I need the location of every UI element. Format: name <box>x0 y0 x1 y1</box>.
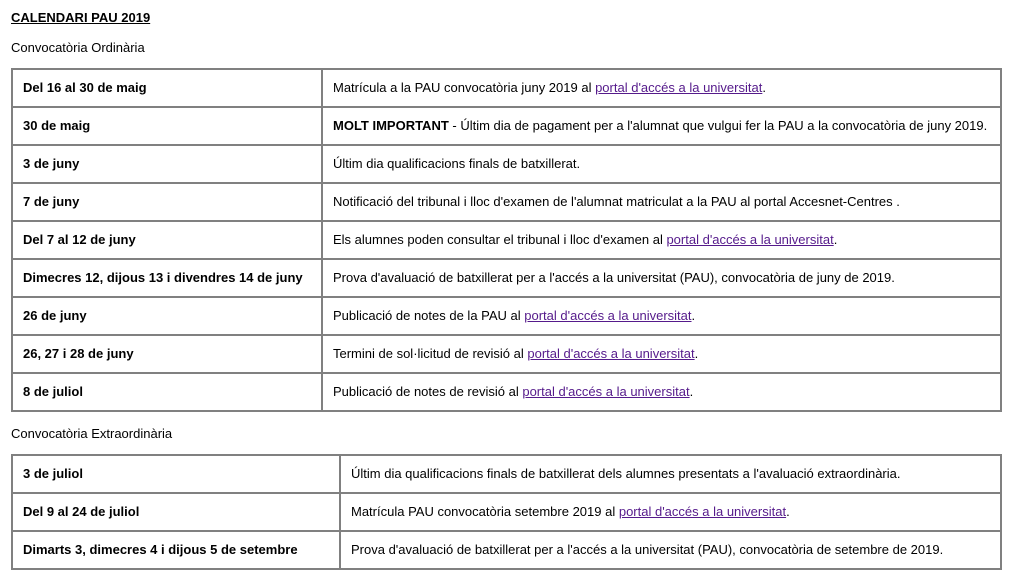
extraordinary-table-body <box>12 455 1001 569</box>
table-row <box>12 493 1001 531</box>
description-cell <box>340 493 1001 531</box>
date-cell: 8 de juliol <box>12 373 322 411</box>
portal-link[interactable]: portal d'accés a la universitat <box>666 232 834 247</box>
date-cell: Del 9 al 24 de juliol <box>12 493 340 531</box>
table-row <box>12 335 1001 373</box>
description-text: Matrícula a la PAU convocatòria juny 2019 al <box>333 80 596 95</box>
description-text: Notificació del tribunal i lloc d'examen de l'alumnat matriculat a la PAU al portal Accesnet-Centres . <box>333 194 900 209</box>
date-cell: 3 de juny <box>12 145 322 183</box>
description-cell <box>322 335 1001 373</box>
description-cell <box>322 259 1001 297</box>
description-cell <box>322 221 1001 259</box>
description-suffix: . <box>762 80 766 95</box>
date-cell: 7 de juny <box>12 183 322 221</box>
description-suffix: . <box>833 232 838 247</box>
table-row <box>12 373 1001 411</box>
description-text: Prova d'avaluació de batxillerat per a l'accés a la universitat (PAU), convocatòria de juny de 2019. <box>333 270 895 285</box>
page-title: CALENDARI PAU 2019 <box>11 10 151 25</box>
table-row <box>12 455 1001 493</box>
description-text: Termini de sol·licitud de revisió al <box>333 346 528 361</box>
description-text: Els alumnes poden consultar el tribunal i lloc d'examen al <box>333 232 667 247</box>
important-label: MOLT IMPORTANT <box>333 118 449 133</box>
description-text: Matrícula PAU convocatòria setembre 2019 al <box>351 504 619 519</box>
description-cell <box>322 107 1001 145</box>
portal-link[interactable]: portal d'accés a la universitat <box>522 384 690 399</box>
ordinary-table-body <box>12 69 1001 411</box>
description-suffix: . <box>689 384 694 399</box>
portal-link[interactable]: portal d'accés a la universitat <box>524 308 692 323</box>
table-row <box>12 297 1001 335</box>
description-text: Publicació de notes de revisió al <box>333 384 523 399</box>
description-suffix: . <box>786 504 790 519</box>
extraordinary-heading: Convocatòria Extraordinària <box>11 426 173 441</box>
table-row <box>12 69 1001 107</box>
description-suffix: . <box>691 308 696 323</box>
description-cell <box>322 373 1001 411</box>
date-cell: 26 de juny <box>12 297 322 335</box>
date-cell: 26, 27 i 28 de juny <box>12 335 322 373</box>
description-text: Últim dia qualificacions finals de batxillerat dels alumnes presentats a l'avaluació extraordinària. <box>351 466 901 481</box>
portal-link[interactable]: portal d'accés a la universitat <box>618 504 787 519</box>
description-cell <box>322 69 1001 107</box>
description-cell <box>322 183 1001 221</box>
date-cell: Dimecres 12, dijous 13 i divendres 14 de juny <box>12 259 322 297</box>
table-row <box>12 107 1001 145</box>
portal-link[interactable]: portal d'accés a la universitat <box>595 80 763 95</box>
description-cell <box>340 455 1001 493</box>
ordinary-table <box>11 68 1002 412</box>
date-cell: Del 16 al 30 de maig <box>12 69 322 107</box>
date-cell: Del 7 al 12 de juny <box>12 221 322 259</box>
description-cell <box>340 531 1001 569</box>
table-row <box>12 145 1001 183</box>
table-row <box>12 531 1001 569</box>
description-text: - Últim dia de pagament per a l'alumnat que vulgui fer la PAU a la convocatòria de juny 2019. <box>448 118 988 133</box>
table-row <box>12 259 1001 297</box>
description-cell <box>322 297 1001 335</box>
date-cell: 30 de maig <box>12 107 322 145</box>
table-row <box>12 221 1001 259</box>
date-cell: Dimarts 3, dimecres 4 i dijous 5 de setembre <box>12 531 340 569</box>
description-text: Últim dia qualificacions finals de batxillerat. <box>333 156 581 171</box>
date-cell: 3 de juliol <box>12 455 340 493</box>
description-cell <box>322 145 1001 183</box>
description-text: Prova d'avaluació de batxillerat per a l'accés a la universitat (PAU), convocatòria de setembre de 2019. <box>351 542 944 557</box>
portal-link[interactable]: portal d'accés a la universitat <box>527 346 695 361</box>
table-row <box>12 183 1001 221</box>
extraordinary-table <box>11 454 1002 570</box>
description-text: Publicació de notes de la PAU al <box>333 308 525 323</box>
ordinary-heading: Convocatòria Ordinària <box>11 40 145 55</box>
description-suffix: . <box>694 346 699 361</box>
